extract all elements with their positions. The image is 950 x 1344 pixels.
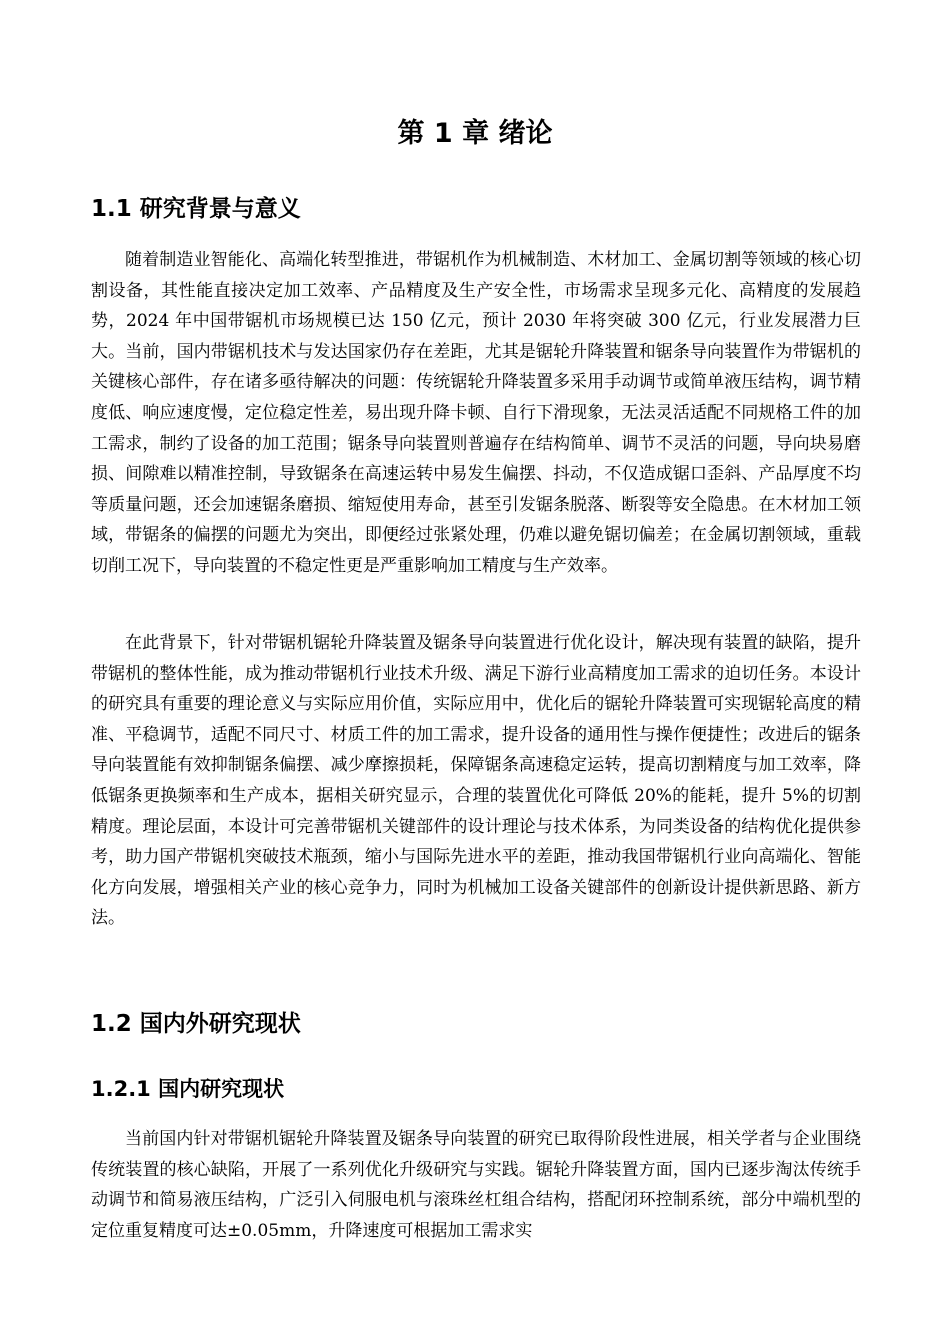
paragraph-1-1-b: 在此背景下，针对带锯机锯轮升降装置及锯条导向装置进行优化设计，解决现有装置的缺陷，提升带锯机的整体性能，成为推动带锯机行业技术升级、满足下游行业高精度加工需求的迫切任务。本设计的研究具有重要的理论意义与实际应用价值，实际应用中，优化后的锯轮升降装置可实现锯轮高度的精准、平稳调节，适配不同尺寸、材质工件的加工需求，提升设备的通用性与操作便捷性；改进后的锯条导向装置能有效抑制锯条偏摆、减少摩擦损耗，保障锯条高速稳定运转，提高切割精度与加工效率，降低锯条更换频率和生产成本，据相关研究显示，合理的装置优化可降低 20%的能耗，提升 5%的切割精度。理论层面，本设计可完善带锯机关键部件的设计理论与技术体系，为同类设备的结构优化提供参考，助力国产带锯机突破技术瓶颈，缩小与国际先进水平的差距，推动我国带锯机行业向高端化、智能化方向发展，增强相关产业的核心竞争力，同时为机械加工设备关键部件的创新设计提供新思路、新方法。 [91, 633, 861, 929]
paragraph-1-2-1-a: 当前国内针对带锯机锯轮升降装置及锯条导向装置的研究已取得阶段性进展，相关学者与企业围绕传统装置的核心缺陷，开展了一系列优化升级研究与实践。锯轮升降装置方面，国内已逐步淘汰传统手动调节和简易液压结构，广泛引入伺服电机与滚珠丝杠组合结构，搭配闭环控制系统，部分中端机型的定位重复精度可达±0.05mm，升降速度可根据加工需求实 [91, 1129, 861, 1241]
section-heading-1-2: 1.2 国内外研究现状 [91, 1011, 301, 1037]
subsection-heading-1-2-1: 1.2.1 国内研究现状 [91, 1077, 285, 1101]
chapter-title: 第 1 章 绪论 [397, 118, 553, 149]
section-heading-1-1: 1.1 研究背景与意义 [91, 196, 301, 222]
paragraph-1-1-a: 随着制造业智能化、高端化转型推进，带锯机作为机械制造、木材加工、金属切割等领域的核心切割设备，其性能直接决定加工效率、产品精度及生产安全性，市场需求呈现多元化、高精度的发展趋势，2024 年中国带锯机市场规模已达 150 亿元，预计 2030 年将突破 300 亿元，行业发展潜力巨大。当前，国内带锯机技术与发达国家仍存在差距，尤其是锯轮升降装置和锯条导向装置作为带锯机的关键核心部件，存在诸多亟待解决的问题：传统锯轮升降装置多采用手动调节或简单液压结构，调节精度低、响应速度慢，定位稳定性差，易出现升降卡顿、自行下滑现象，无法灵活适配不同规格工件的加工需求，制约了设备的加工范围；锯条导向装置则普遍存在结构简单、调节不灵活的问题，导向块易磨损、间隙难以精准控制，导致锯条在高速运转中易发生偏摆、抖动，不仅造成锯口歪斜、产品厚度不均等质量问题，还会加速锯条磨损、缩短使用寿命，甚至引发锯条脱落、断裂等安全隐患。在木材加工领域，带锯条的偏摆的问题尤为突出，即便经过张紧处理，仍难以避免锯切偏差；在金属切割领域，重载切削工况下，导向装置的不稳定性更是严重影响加工精度与生产效率。 [91, 250, 861, 576]
